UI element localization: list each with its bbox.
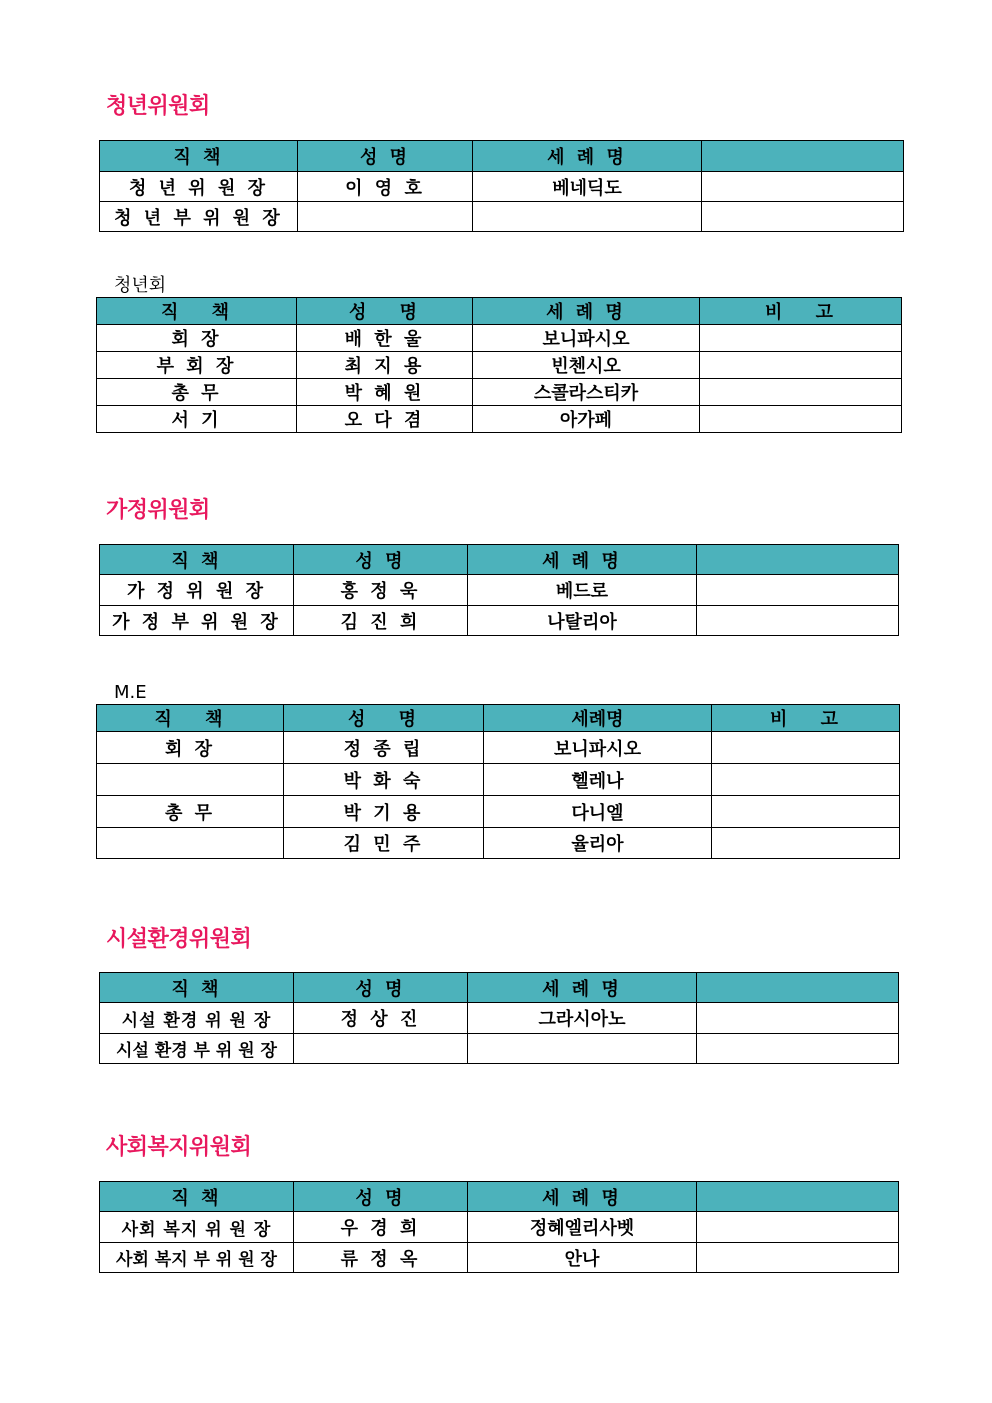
baptismal-name-cell: 정혜엘리사벳: [468, 1212, 697, 1243]
table-row: [97, 325, 902, 352]
baptismal-name-cell: [473, 202, 702, 232]
column-header: 세례명: [484, 705, 712, 732]
name-cell: 정 종 립: [284, 732, 484, 764]
column-header: 직 책: [100, 141, 298, 172]
column-header: 직 책: [97, 705, 284, 732]
baptismal-name-cell: 스콜라스티카: [473, 379, 700, 406]
section-title-me-group: M.E: [114, 682, 147, 703]
baptismal-name-cell: 율리아: [484, 828, 712, 859]
name-cell: 정 상 진: [294, 1003, 468, 1034]
youth-committee-table: [99, 140, 904, 232]
section-title-family-committee: 가정위원회: [106, 498, 210, 523]
baptismal-name-cell: 베네딕도: [473, 172, 702, 202]
baptismal-name-cell: 안나: [468, 1243, 697, 1273]
table-header-row: [100, 973, 899, 1003]
section-title-facility-committee: 시설환경위원회: [106, 927, 252, 952]
me-group-table: [96, 704, 900, 859]
note-cell: [702, 172, 904, 202]
note-cell: [697, 1243, 899, 1273]
section-title-youth-committee: 청년위원회: [106, 94, 210, 119]
name-cell: [298, 202, 473, 232]
column-header: 성 명: [297, 298, 473, 325]
column-header: 비 고: [700, 298, 902, 325]
name-cell: 박 화 숙: [284, 764, 484, 796]
column-header: 세 례 명: [473, 298, 700, 325]
name-cell: 김 민 주: [284, 828, 484, 859]
note-cell: [700, 325, 902, 352]
table-row: [97, 352, 902, 379]
role-cell: 청 년 위 원 장: [100, 172, 298, 202]
column-header: 성 명: [294, 973, 468, 1003]
column-header: 세 례 명: [468, 1182, 697, 1212]
name-cell: 배 한 울: [297, 325, 473, 352]
column-header: 성 명: [284, 705, 484, 732]
note-cell: [697, 1034, 899, 1064]
role-cell: 총 무: [97, 796, 284, 828]
name-cell: 김 진 희: [294, 606, 468, 636]
column-header: [697, 545, 899, 575]
table-row: [97, 406, 902, 433]
baptismal-name-cell: 다니엘: [484, 796, 712, 828]
table-row: [100, 1212, 899, 1243]
section-title-youth-club: 청년회: [114, 275, 167, 296]
column-header: [697, 1182, 899, 1212]
name-cell: 오 다 겸: [297, 406, 473, 433]
note-cell: [700, 352, 902, 379]
name-cell: 홍 정 욱: [294, 575, 468, 606]
baptismal-name-cell: 아가페: [473, 406, 700, 433]
column-header: 비 고: [712, 705, 900, 732]
column-header: 직 책: [97, 298, 297, 325]
table-row: [97, 379, 902, 406]
role-cell: 가 정 부 위 원 장: [100, 606, 294, 636]
note-cell: [697, 1003, 899, 1034]
column-header: 직 책: [100, 973, 294, 1003]
table-row: [100, 606, 899, 636]
column-header: [702, 141, 904, 172]
table-header-row: [97, 298, 902, 325]
note-cell: [712, 732, 900, 764]
table-row: [97, 764, 900, 796]
table-row: [100, 202, 904, 232]
facility-committee-table: [99, 972, 899, 1064]
role-cell: 사회 복지 부 위 원 장: [100, 1243, 294, 1273]
table-row: [100, 1034, 899, 1064]
baptismal-name-cell: 보니파시오: [484, 732, 712, 764]
role-cell: 시설 환경 부 위 원 장: [100, 1034, 294, 1064]
family-committee-table: [99, 544, 899, 636]
youth-club-table: [96, 297, 902, 433]
table-header-row: [100, 545, 899, 575]
column-header: 세 례 명: [468, 545, 697, 575]
role-cell: 가 정 위 원 장: [100, 575, 294, 606]
column-header: 성 명: [298, 141, 473, 172]
role-cell: 총 무: [97, 379, 297, 406]
baptismal-name-cell: 베드로: [468, 575, 697, 606]
section-title-welfare-committee: 사회복지위원회: [106, 1135, 252, 1160]
welfare-committee-table: [99, 1181, 899, 1273]
note-cell: [697, 1212, 899, 1243]
name-cell: 류 정 옥: [294, 1243, 468, 1273]
column-header: 성 명: [294, 1182, 468, 1212]
role-cell: [97, 828, 284, 859]
note-cell: [712, 764, 900, 796]
baptismal-name-cell: 빈첸시오: [473, 352, 700, 379]
column-header: 세 례 명: [473, 141, 702, 172]
table-row: [100, 1243, 899, 1273]
column-header: [697, 973, 899, 1003]
role-cell: 회 장: [97, 325, 297, 352]
table-row: [100, 1003, 899, 1034]
baptismal-name-cell: 보니파시오: [473, 325, 700, 352]
role-cell: [97, 764, 284, 796]
note-cell: [712, 796, 900, 828]
note-cell: [700, 406, 902, 433]
role-cell: 부 회 장: [97, 352, 297, 379]
column-header: 직 책: [100, 1182, 294, 1212]
table-header-row: [100, 141, 904, 172]
name-cell: 우 경 희: [294, 1212, 468, 1243]
table-header-row: [100, 1182, 899, 1212]
note-cell: [712, 828, 900, 859]
table-header-row: [97, 705, 900, 732]
role-cell: 사회 복지 위 원 장: [100, 1212, 294, 1243]
baptismal-name-cell: [468, 1034, 697, 1064]
role-cell: 서 기: [97, 406, 297, 433]
note-cell: [697, 606, 899, 636]
role-cell: 시설 환경 위 원 장: [100, 1003, 294, 1034]
column-header: 세 례 명: [468, 973, 697, 1003]
role-cell: 회 장: [97, 732, 284, 764]
note-cell: [702, 202, 904, 232]
note-cell: [697, 575, 899, 606]
table-row: [97, 828, 900, 859]
name-cell: 박 혜 원: [297, 379, 473, 406]
column-header: 직 책: [100, 545, 294, 575]
column-header: 성 명: [294, 545, 468, 575]
table-row: [97, 796, 900, 828]
baptismal-name-cell: 그라시아노: [468, 1003, 697, 1034]
table-row: [100, 575, 899, 606]
baptismal-name-cell: 헬레나: [484, 764, 712, 796]
name-cell: 이 영 호: [298, 172, 473, 202]
name-cell: 박 기 용: [284, 796, 484, 828]
role-cell: 청 년 부 위 원 장: [100, 202, 298, 232]
note-cell: [700, 379, 902, 406]
table-row: [100, 172, 904, 202]
baptismal-name-cell: 나탈리아: [468, 606, 697, 636]
name-cell: 최 지 용: [297, 352, 473, 379]
table-row: [97, 732, 900, 764]
name-cell: [294, 1034, 468, 1064]
